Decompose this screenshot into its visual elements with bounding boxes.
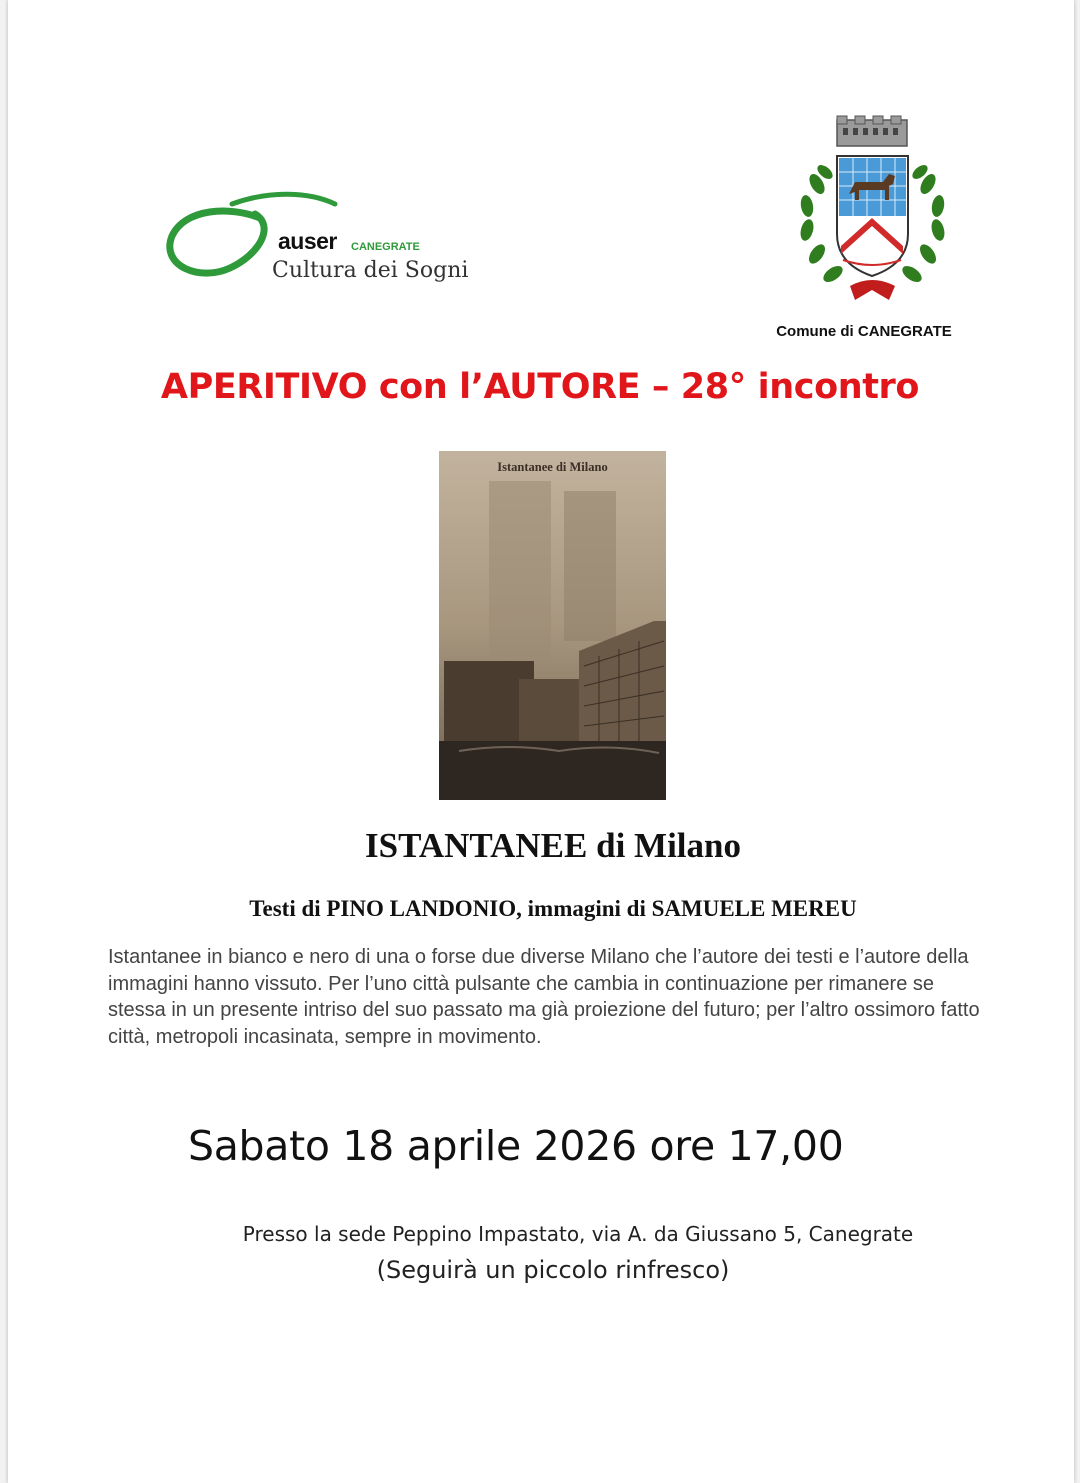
comune-label: Comune di CANEGRATE [776, 323, 952, 340]
event-venue: Presso la sede Peppino Impastato, via A. da Giussano 5, Canegrate [242, 1222, 914, 1246]
canegrate-coat-of-arms-icon [795, 114, 950, 309]
auser-subtitle [272, 258, 468, 283]
book-cover-image [439, 451, 666, 800]
cover-title: Istantanee di Milano [497, 460, 608, 474]
book-description: Istantanee in bianco e nero di una o forse due diverse Milano che l’autore dei testi e l’autore della immagini hanno vissuto. Per l’uno città pulsante che cambia in continuazione per rimanere se stessa in un presente intriso del suo passato ma già proiezione del futuro; per l’altro ossimoro fatto città, metropoli incasinata, sempre in movimento. [108, 946, 980, 1048]
auser-subtitle-text: Cultura dei Sogni [272, 258, 469, 283]
book-title: ISTANTANEE di Milano [364, 826, 741, 865]
book-credits: Testi di PINO LANDONIO, immagini di SAMUELE MEREU [249, 896, 857, 921]
event-headline: APERITIVO con l’AUTORE – 28° incontro [160, 367, 920, 407]
event-datetime: Sabato 18 aprile 2026 ore 17,00 [188, 1122, 844, 1170]
event-note: (Seguirà un piccolo rinfresco) [376, 1256, 730, 1284]
auser-wordmark: auser [278, 228, 337, 254]
auser-city-label: CANEGRATE [351, 241, 420, 253]
